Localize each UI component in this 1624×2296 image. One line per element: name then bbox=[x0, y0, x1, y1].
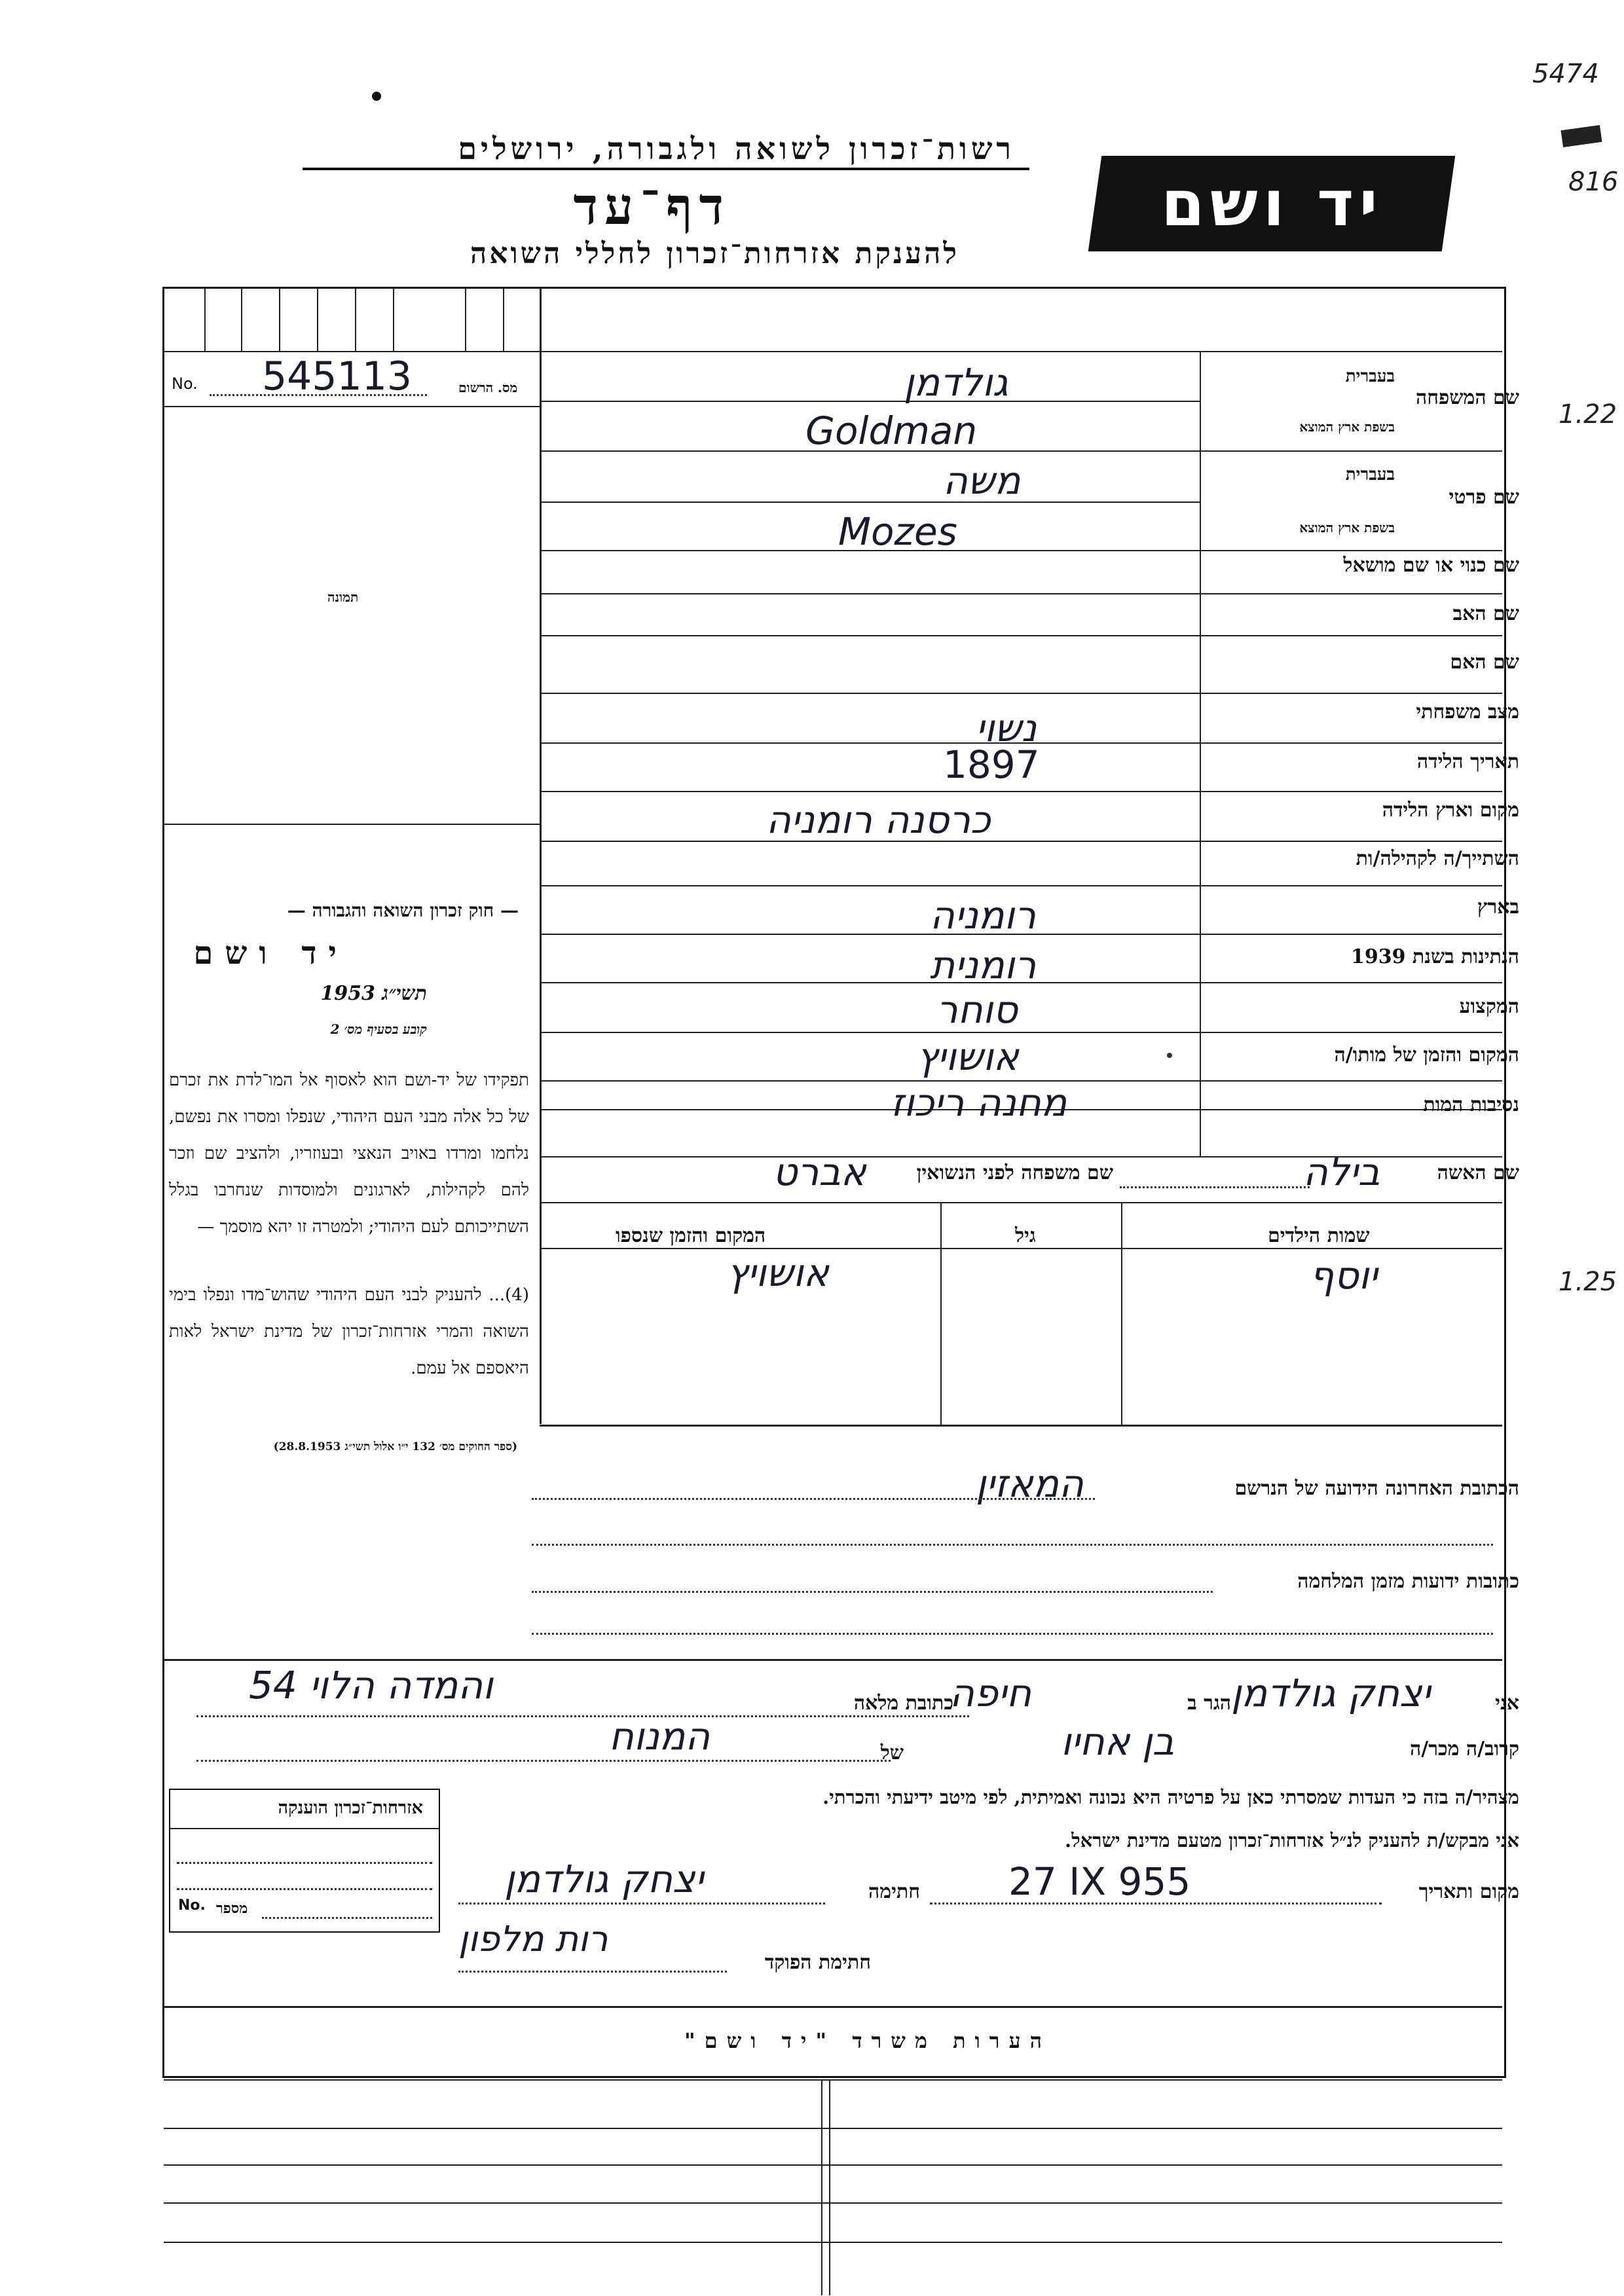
mother-label: שם האם bbox=[1450, 651, 1519, 674]
last-address-value: המאזין bbox=[976, 1461, 1084, 1506]
war-address-label: כתובות ידועות מזמן המלחמה bbox=[1297, 1570, 1519, 1593]
statement-2: אני מבקש/ת להעניק לנ״ל אזרחות־זכרון מטעם מדינת ישראל. bbox=[1065, 1829, 1519, 1851]
registration-no-label: No. bbox=[172, 374, 198, 393]
community-label: השתייך/ה לקהילה/ות bbox=[1356, 847, 1519, 870]
relation: בן אחיו bbox=[1061, 1719, 1175, 1764]
first-name-hebrew: משה bbox=[943, 458, 1021, 503]
nickname-label: שם כנוי או שם מושאל bbox=[1343, 554, 1519, 577]
father-label: שם האב bbox=[1452, 602, 1519, 625]
child-place-label: המקום והזמן שנספו bbox=[616, 1224, 766, 1247]
country-label: בארץ bbox=[1477, 896, 1519, 919]
declaration-i-label: אני bbox=[1495, 1692, 1519, 1715]
death-circ-label: נסיבות המות bbox=[1423, 1093, 1519, 1116]
of-value: המנוח bbox=[609, 1714, 710, 1758]
birth-place-label: מקום וארץ הלידה bbox=[1382, 799, 1519, 822]
law-section: קובע בסעיף מס׳ 2 bbox=[330, 1021, 427, 1037]
profession-value: סוחר bbox=[936, 987, 1018, 1032]
law-name: יד ושם bbox=[193, 935, 348, 972]
date-value: 27 IX 955 bbox=[1008, 1859, 1191, 1904]
form-subtitle: להענקת אזרחות־זכרון לחללי השואה bbox=[470, 237, 959, 270]
last-address-label: הכתובת האחרונה הידועה של הנרשם bbox=[1234, 1477, 1519, 1500]
yad-vashem-logo bbox=[1088, 156, 1456, 251]
signature-label: חתימה bbox=[868, 1880, 920, 1903]
profession-label: המקצוע bbox=[1459, 995, 1519, 1018]
marital-value: נשוי bbox=[976, 706, 1037, 750]
law-year: תשי״ג 1953 bbox=[320, 982, 427, 1005]
country-value: רומניה bbox=[930, 893, 1037, 938]
first-name-origin: Mozes bbox=[838, 509, 957, 554]
marital-label: מצב משפחתי bbox=[1416, 701, 1519, 723]
family-origin-label: בשפת ארץ המוצא bbox=[1299, 419, 1395, 435]
place-date-label: מקום ותאריך bbox=[1418, 1880, 1519, 1903]
child-name: יוסף bbox=[1310, 1253, 1378, 1298]
family-name-origin: Goldman bbox=[805, 409, 978, 453]
family-hebrew-label: בעברית bbox=[1345, 367, 1395, 386]
child-place: אושויץ bbox=[727, 1250, 829, 1295]
citizenship-label: הנתינות בשנת 1939 bbox=[1350, 945, 1519, 968]
authority-heading: רשות־זכרון לשואה ולגבורה, ירושלים bbox=[458, 131, 1015, 166]
officer-label: חתימת הפוקד bbox=[764, 1951, 871, 1974]
children-label: שמות הילדים bbox=[1268, 1224, 1370, 1247]
first-origin-label: בשפת ארץ המוצא bbox=[1299, 520, 1395, 536]
form-title: דף־עד bbox=[573, 177, 730, 236]
family-name-label: שם המשפחה bbox=[1415, 386, 1519, 409]
death-circ-value: מחנה ריכוז bbox=[891, 1080, 1067, 1125]
wife-value: בילה bbox=[1303, 1150, 1380, 1194]
signature-value: יצחק גולדמן bbox=[504, 1857, 704, 1901]
citizenship-box-no: No. bbox=[178, 1897, 206, 1914]
margin-note: 816 bbox=[1568, 167, 1619, 197]
birth-date-value: 1897 bbox=[943, 742, 1040, 787]
authority-underline bbox=[303, 168, 1029, 170]
citizenship-value: רומנית bbox=[930, 943, 1037, 987]
registration-label: מס. הרשום bbox=[458, 380, 518, 395]
photo-label: תמונה bbox=[327, 589, 359, 605]
registration-number: 545113 bbox=[262, 354, 413, 399]
full-address-label: כתובת מלאה bbox=[853, 1692, 953, 1715]
law-paragraph-1: תפקידו של יד-ושם הוא לאסוף אל המו־לדת את זכרם של כל אלה מבני העם היהודי, שנפלו ומסרו את נפשם, נלחמו ומרדו באויב הנאצי ובעוזריו, ולהציב שם וזכר להם לקהילות, לארגונים ולמוסדות שנחרבו בגלל השתייכותם לעם היהודי; ולמטרה זו יהא מוסמך — bbox=[169, 1070, 529, 1237]
law-paragraph-2: (4)... להעניק לבני העם היהודי שהוש־מדו ונפלו בימי השואה והמרי אזרחות־זכרון של מדינת ישראל לאות היאספם אל עמם. bbox=[169, 1285, 529, 1378]
statement-1: מצהיר/ה בזה כי העדות שמסרתי כאן על פרטיה היא נכונה ואמיתית, לפי מיטב ידיעתי והכרתי. bbox=[822, 1786, 1519, 1808]
resides-label: הגר ב bbox=[1187, 1692, 1231, 1715]
death-label: המקום והזמן של מותו/ה bbox=[1334, 1044, 1519, 1066]
of-label: של bbox=[880, 1741, 904, 1764]
citizenship-box-title: אזרחות־זכרון הוענקה bbox=[278, 1798, 423, 1818]
logo-text: יד ושם bbox=[1160, 167, 1383, 240]
margin-note: 1.22 bbox=[1559, 399, 1617, 429]
witness-name: יצחק גולדמן bbox=[1231, 1671, 1431, 1715]
citizenship-box-number-label: מספר bbox=[216, 1900, 248, 1917]
city: חיפה bbox=[950, 1671, 1031, 1715]
age-label: גיל bbox=[1015, 1224, 1036, 1247]
margin-note: 5474 bbox=[1532, 59, 1599, 89]
birth-date-label: תאריך הלידה bbox=[1416, 750, 1519, 773]
scan-mark bbox=[372, 92, 381, 101]
scribble bbox=[1560, 125, 1602, 147]
family-name-hebrew: גולדמן bbox=[904, 360, 1008, 405]
law-citation: (ספר החוקים מס׳ 132 י״ו אלול תשי״ג 28.8.1953) bbox=[273, 1440, 517, 1453]
address: והמדה הלוי 54 bbox=[249, 1663, 493, 1707]
officer-value: רות מלפון bbox=[458, 1918, 608, 1959]
birth-place-value: כרסנה רומניה bbox=[766, 797, 991, 842]
maiden-label: שם משפחה לפני הנשואין bbox=[916, 1161, 1113, 1184]
stray-mark bbox=[1167, 1053, 1172, 1058]
relative-label: קרוב/ה מכר/ה bbox=[1410, 1738, 1519, 1760]
first-name-label: שם פרטי bbox=[1449, 486, 1519, 509]
margin-note: 1.25 bbox=[1559, 1267, 1617, 1297]
maiden-value: אברט bbox=[773, 1150, 866, 1194]
office-notes-title: הערות משרד "יד ושם" bbox=[684, 2028, 1051, 2053]
first-hebrew-label: בעברית bbox=[1345, 465, 1395, 484]
death-value: אושויץ bbox=[917, 1034, 1019, 1079]
law-heading: — חוק זכרון השואה והגבורה — bbox=[287, 900, 519, 921]
wife-label: שם האשה bbox=[1437, 1161, 1519, 1184]
